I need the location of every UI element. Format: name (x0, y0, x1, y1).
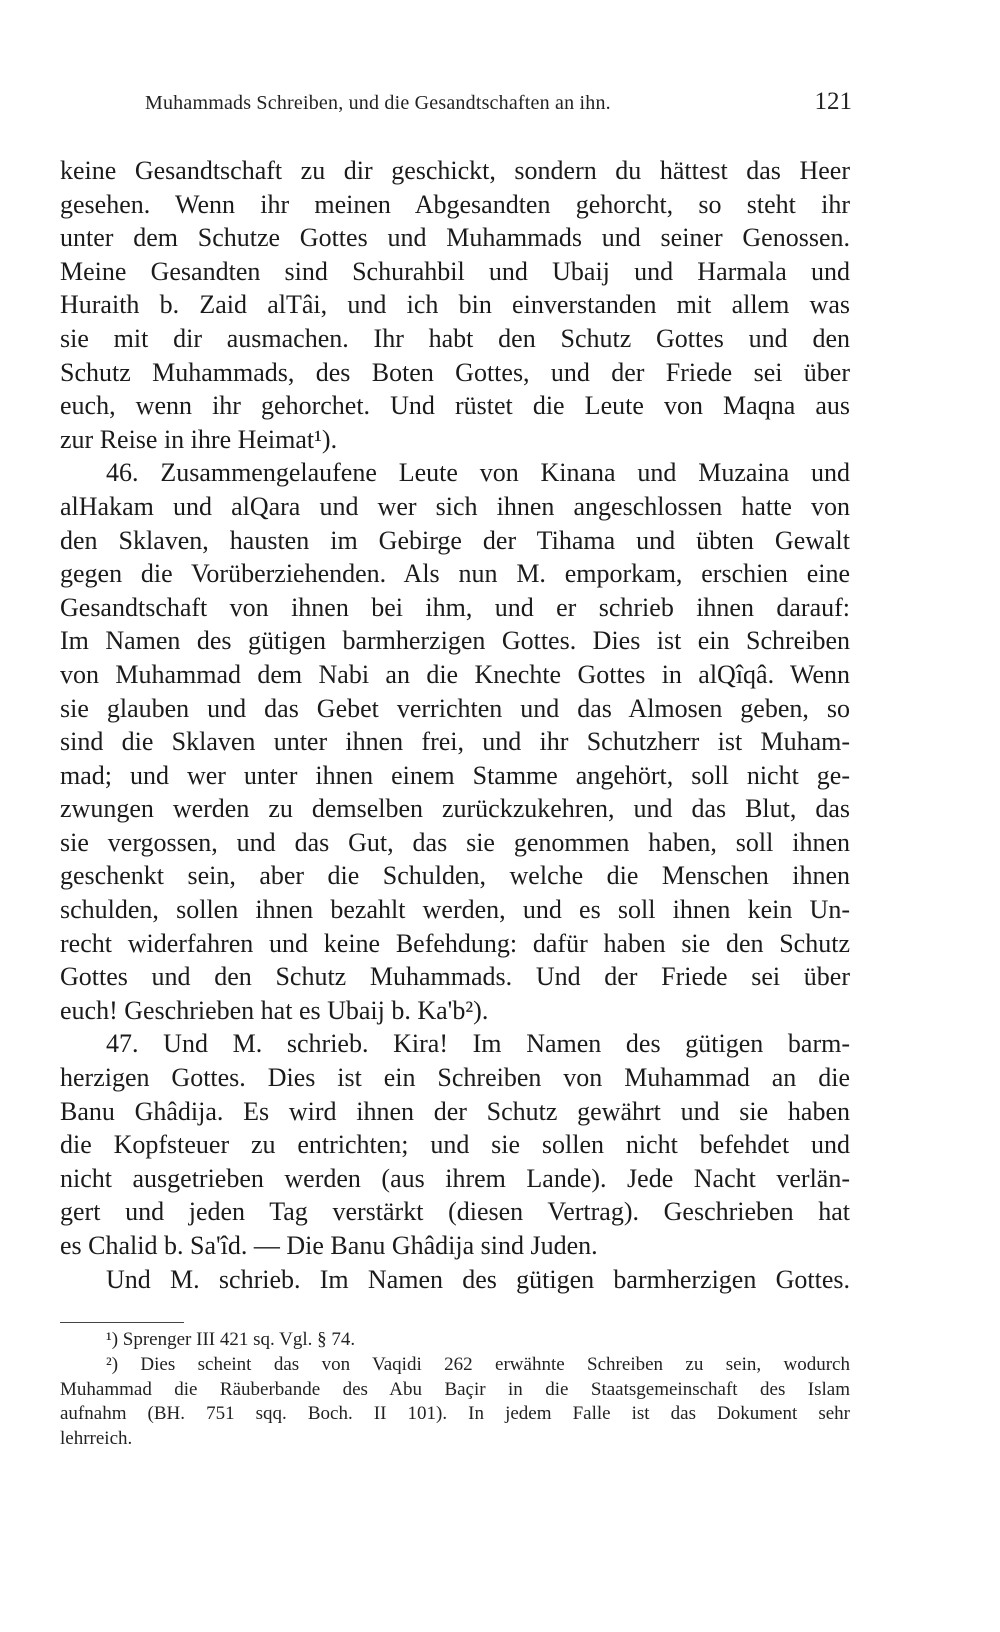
text-line: Banu Ghâdija. Es wird ihnen der Schutz gewährt und sie haben (60, 1096, 850, 1126)
text-line: Gesandtschaft von ihnen bei ihm, und er schrieb ihnen darauf: (60, 592, 850, 622)
text-line: sind die Sklaven unter ihnen frei, und ihr Schutzherr ist Muham- (60, 727, 850, 757)
text-line: euch, wenn ihr gehorchet. Und rüstet die Leute von Maqna aus (60, 391, 850, 421)
text-line: es Chalid b. Sa'îd. — Die Banu Ghâdija sind Juden. (60, 1231, 598, 1260)
body-text (60, 154, 850, 1296)
text-line: gert und jeden Tag verstärkt (diesen Vertrag). Geschrieben hat (60, 1197, 850, 1227)
text-line: von Muhammad dem Nabi an die Knechte Gottes in alQîqâ. Wenn (60, 659, 850, 689)
text-line: schulden, sollen ihnen bezahlt werden, und es soll ihnen kein Un- (60, 895, 850, 925)
text-line-paragraph-start: 47. Und M. schrieb. Kira! Im Namen des gütigen barm- (106, 1029, 850, 1059)
text-line: euch! Geschrieben hat es Ubaij b. Ka'b²). (60, 995, 489, 1025)
text-line: gegen die Vorüberziehenden. Als nun M. emporkam, erschien eine (60, 559, 850, 589)
text-line: Meine Gesandten sind Schurahbil und Ubaij und Harmala und (60, 256, 850, 286)
text-line: Huraith b. Zaid alTâi, und ich bin einverstanden mit allem was (60, 290, 850, 320)
text-line: Schutz Muhammads, des Boten Gottes, und der Friede sei über (60, 357, 850, 387)
footnote-divider (60, 1322, 184, 1323)
text-line: Im Namen des gütigen barmherzigen Gottes. Dies ist ein Schreiben (60, 626, 850, 656)
text-line: zur Reise in ihre Heimat¹). (60, 424, 338, 454)
footnote-line: lehrreich. (60, 1428, 133, 1450)
text-line: alHakam und alQara und wer sich ihnen angeschlossen hatte von (60, 491, 850, 521)
text-line: den Sklaven, hausten im Gebirge der Tihama und übten Gewalt (60, 525, 850, 555)
text-line: Gottes und den Schutz Muhammads. Und der Friede sei über (60, 962, 850, 992)
text-line: zwungen werden zu demselben zurückzukehren, und das Blut, das (60, 794, 850, 824)
text-line-paragraph-start: 46. Zusammengelaufene Leute von Kinana und Muzaina und (106, 458, 850, 488)
footnote-line: aufnahm (BH. 751 sqq. Boch. II 101). In jedem Falle ist das Dokument sehr (60, 1403, 850, 1425)
text-line-paragraph-start: Und M. schrieb. Im Namen des gütigen barmherzigen Gottes. (106, 1264, 850, 1294)
footnote-line: ¹) Sprenger III 421 sq. Vgl. § 74. (106, 1329, 356, 1350)
footnotes (60, 1328, 850, 1452)
footnote-line: ²) Dies scheint das von Vaqidi 262 erwähnte Schreiben zu sein, wodurch (106, 1353, 850, 1375)
text-line: keine Gesandtschaft zu dir geschickt, sondern du hättest das Heer (60, 156, 850, 185)
text-line: mad; und wer unter ihnen einem Stamme angehört, soll nicht ge- (60, 760, 850, 790)
text-line: unter dem Schutze Gottes und Muhammads und seiner Genossen. (60, 223, 850, 253)
page-number: 121 (814, 88, 852, 115)
running-head: Muhammads Schreiben, und die Gesandtschaften an ihn. (145, 92, 611, 114)
text-line: gesehen. Wenn ihr meinen Abgesandten gehorcht, so steht ihr (60, 189, 850, 219)
text-line: sie glauben und das Gebet verrichten und das Almosen geben, so (60, 693, 850, 723)
text-line: sie vergossen, und das Gut, das sie genommen haben, soll ihnen (60, 827, 850, 857)
text-line: nicht ausgetrieben werden (aus ihrem Lande). Jede Nacht verlän- (60, 1163, 850, 1193)
text-line: die Kopfsteuer zu entrichten; und sie sollen nicht befehdet und (60, 1130, 850, 1160)
text-line: recht widerfahren und keine Befehdung: dafür haben sie den Schutz (60, 928, 850, 958)
text-line: herzigen Gottes. Dies ist ein Schreiben von Muhammad an die (60, 1063, 850, 1093)
text-line: sie mit dir ausmachen. Ihr habt den Schutz Gottes und den (60, 323, 850, 353)
text-line: geschenkt sein, aber die Schulden, welche die Menschen ihnen (60, 861, 850, 891)
footnote-line: Muhammad die Räuberbande des Abu Baçir in die Staatsgemeinschaft des Islam (60, 1378, 850, 1400)
